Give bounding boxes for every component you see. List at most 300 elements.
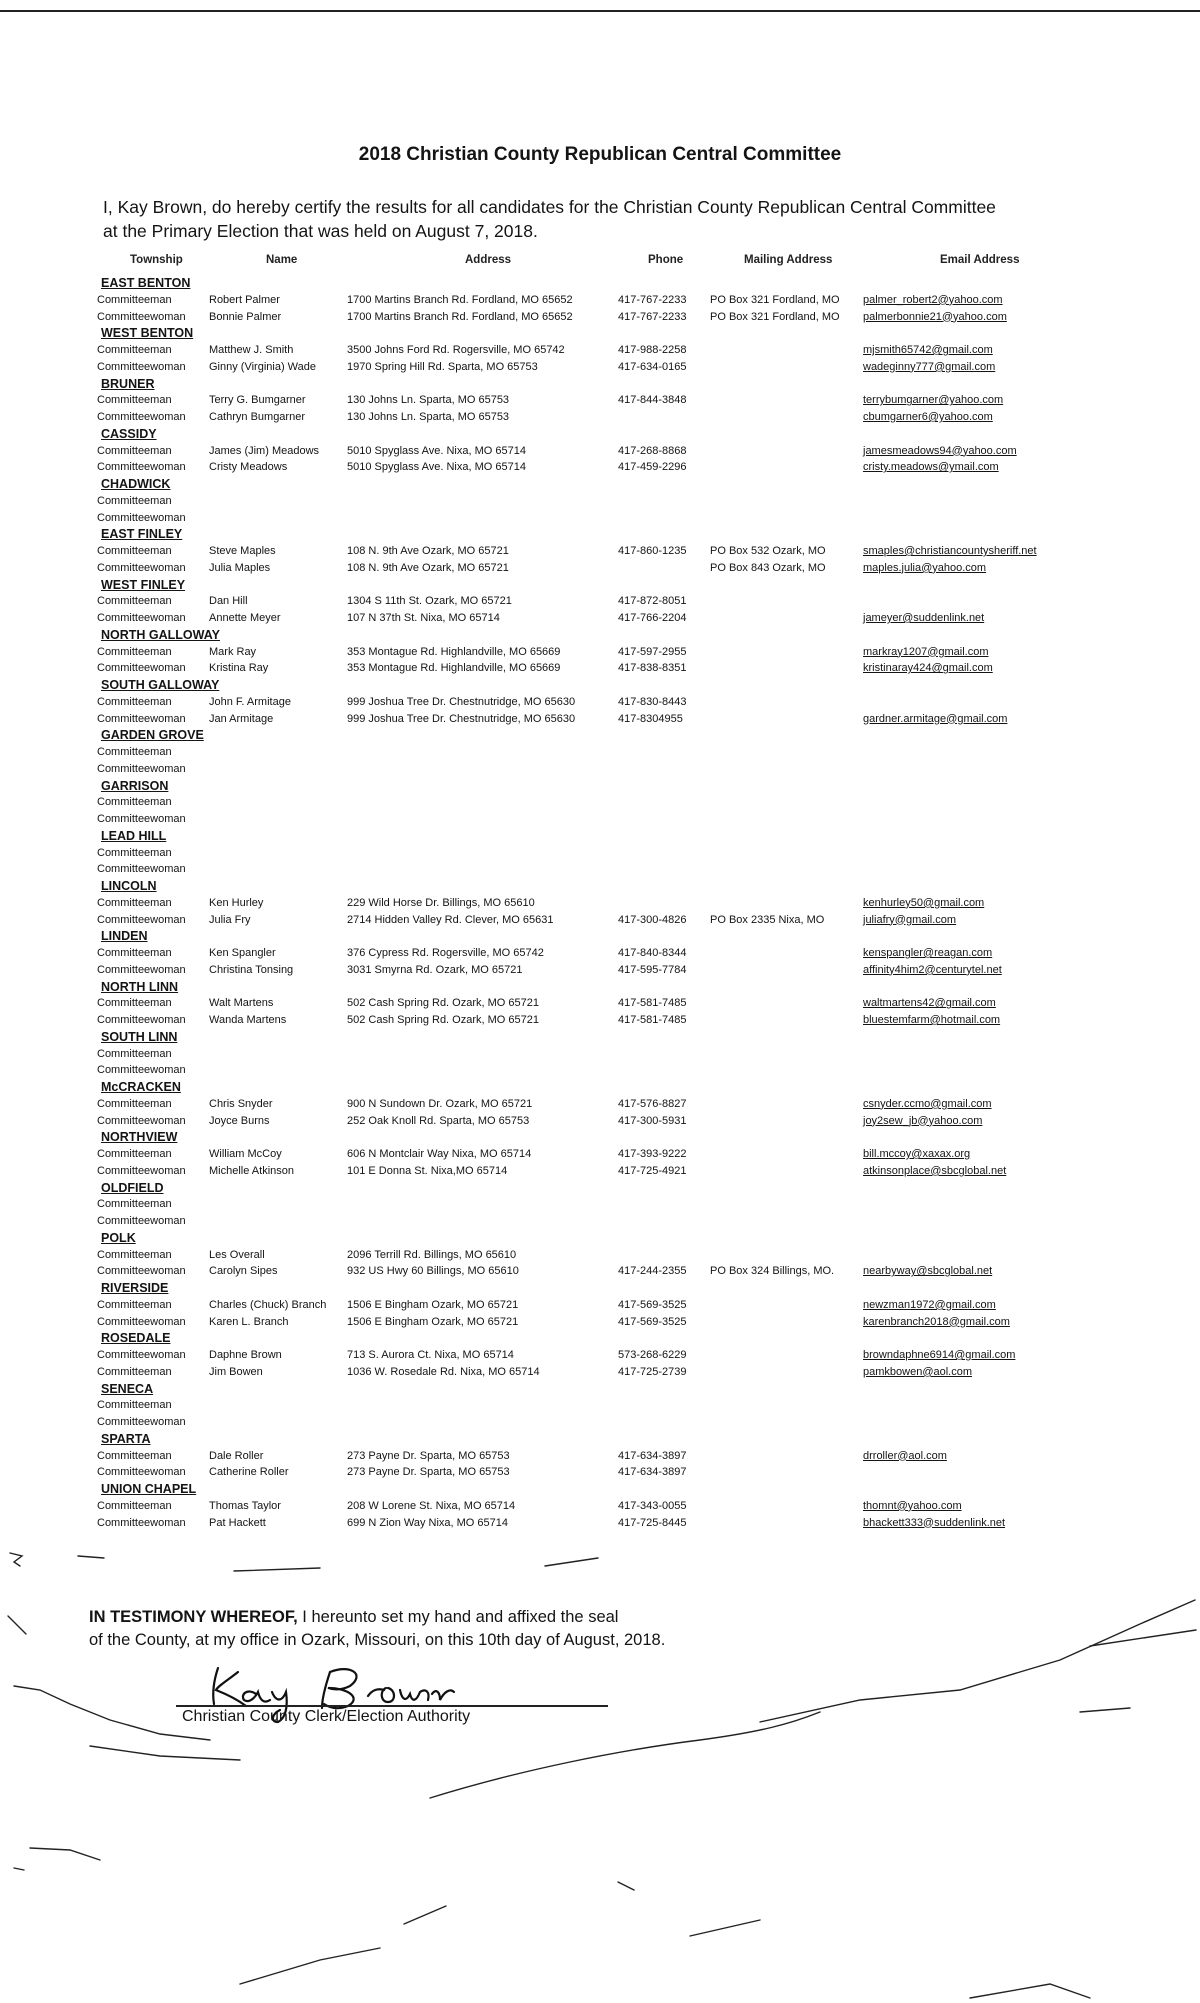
member-phone: 417-725-8445 bbox=[618, 1516, 687, 1529]
member-address: 108 N. 9th Ave Ozark, MO 65721 bbox=[347, 545, 509, 557]
member-role: Committeewoman bbox=[97, 1349, 186, 1361]
member-row bbox=[0, 593, 1200, 610]
member-name: Steve Maples bbox=[209, 545, 276, 557]
column-header-phone: Phone bbox=[648, 254, 684, 266]
member-email: cbumgarner6@yahoo.com bbox=[863, 411, 993, 423]
member-name: Michelle Atkinson bbox=[209, 1164, 294, 1177]
member-address: 932 US Hwy 60 Billings, MO 65610 bbox=[347, 1265, 519, 1278]
township-name: SOUTH GALLOWAY bbox=[101, 678, 220, 692]
township-heading bbox=[0, 828, 1200, 845]
member-row bbox=[0, 1498, 1200, 1515]
member-row bbox=[0, 543, 1200, 560]
column-header-name: Name bbox=[266, 254, 298, 266]
member-row bbox=[0, 861, 1200, 878]
member-name: John F. Armitage bbox=[209, 695, 291, 708]
member-email: maples.julia@yahoo.com bbox=[863, 561, 987, 574]
member-role: Committeeman bbox=[97, 1499, 172, 1512]
township-heading bbox=[0, 979, 1200, 996]
member-email: jamesmeadows94@yahoo.com bbox=[863, 444, 1017, 457]
member-role: Committeewoman bbox=[97, 813, 186, 825]
member-phone: 417-767-2233 bbox=[618, 310, 687, 323]
member-phone: 417-872-8051 bbox=[618, 595, 687, 608]
member-name: Pat Hackett bbox=[209, 1516, 266, 1529]
township-name: UNION CHAPEL bbox=[101, 1482, 197, 1496]
member-name: Chris Snyder bbox=[209, 1097, 273, 1110]
testimony-line-1-rest: I hereunto set my hand and affixed the seal bbox=[297, 1608, 619, 1626]
member-role: Committeeman bbox=[97, 1248, 172, 1261]
member-row bbox=[0, 493, 1200, 510]
township-name: WEST BENTON bbox=[101, 326, 194, 341]
member-role: Committeewoman bbox=[97, 461, 186, 474]
member-row bbox=[0, 1397, 1200, 1414]
member-email: mjsmith65742@gmail.com bbox=[863, 344, 993, 356]
member-phone: 417-343-0055 bbox=[618, 1499, 687, 1512]
member-role: Committeeman bbox=[97, 1298, 172, 1311]
column-header-township: Township bbox=[130, 254, 183, 266]
member-name: Julia Fry bbox=[209, 913, 251, 926]
township-heading bbox=[0, 778, 1200, 795]
certification-intro bbox=[103, 195, 1063, 243]
member-role: Committeeman bbox=[97, 1399, 172, 1412]
member-address: 1506 E Bingham Ozark, MO 65721 bbox=[347, 1315, 519, 1328]
member-email: affinity4him2@centurytel.net bbox=[863, 963, 1002, 976]
township-heading bbox=[0, 577, 1200, 594]
testimony-lead: IN TESTIMONY WHEREOF, bbox=[89, 1608, 298, 1626]
signature-title: Christian County Clerk/Election Authority bbox=[182, 1708, 471, 1725]
member-name: Kristina Ray bbox=[209, 662, 269, 675]
member-name: Julia Maples bbox=[209, 561, 271, 574]
member-address: 606 N Montclair Way Nixa, MO 65714 bbox=[347, 1148, 532, 1160]
member-mailing-address: PO Box 324 Billings, MO. bbox=[710, 1265, 835, 1278]
member-phone: 417-840-8344 bbox=[618, 947, 687, 959]
member-name: Bonnie Palmer bbox=[209, 310, 282, 323]
member-email: bill.mccoy@xaxax.org bbox=[863, 1148, 971, 1160]
member-email: bhackett333@suddenlink.net bbox=[863, 1516, 1006, 1529]
member-role: Committeewoman bbox=[97, 310, 186, 323]
member-address: 2714 Hidden Valley Rd. Clever, MO 65631 bbox=[347, 913, 554, 926]
member-row bbox=[0, 711, 1200, 728]
township-name: GARRISON bbox=[101, 778, 169, 793]
township-name: SOUTH LINN bbox=[101, 1029, 178, 1044]
member-row bbox=[0, 309, 1200, 326]
township-name: LINCOLN bbox=[101, 879, 157, 893]
member-row bbox=[0, 744, 1200, 761]
member-email: wadeginny777@gmail.com bbox=[863, 360, 996, 373]
member-role: Committeewoman bbox=[97, 1164, 186, 1177]
member-role: Committeewoman bbox=[97, 360, 186, 373]
township-name: WEST FINLEY bbox=[101, 577, 186, 592]
township-name: CHADWICK bbox=[101, 477, 171, 491]
member-name: Les Overall bbox=[209, 1248, 265, 1261]
member-address: 713 S. Aurora Ct. Nixa, MO 65714 bbox=[347, 1349, 514, 1361]
member-row bbox=[0, 1414, 1200, 1431]
member-row bbox=[0, 342, 1200, 359]
member-phone: 417-595-7784 bbox=[618, 963, 687, 976]
member-row bbox=[0, 1314, 1200, 1331]
member-phone: 417-634-0165 bbox=[618, 360, 687, 373]
township-name: SPARTA bbox=[101, 1431, 151, 1446]
member-role: Committeeman bbox=[97, 344, 172, 356]
member-email: waltmartens42@gmail.com bbox=[863, 997, 996, 1010]
member-row bbox=[0, 359, 1200, 376]
member-email: browndaphne6914@gmail.com bbox=[863, 1349, 1016, 1361]
member-name: Carolyn Sipes bbox=[209, 1265, 278, 1278]
member-role: Committeeman bbox=[97, 494, 172, 507]
member-email: palmer_robert2@yahoo.com bbox=[863, 293, 1003, 306]
member-address: 353 Montague Rd. Highlandville, MO 65669 bbox=[347, 662, 561, 675]
member-name: Matthew J. Smith bbox=[209, 344, 294, 356]
member-name: Jan Armitage bbox=[209, 712, 274, 725]
member-role: Committeewoman bbox=[97, 1064, 186, 1077]
member-role: Committeewoman bbox=[97, 662, 186, 675]
member-address: 1700 Martins Branch Rd. Fordland, MO 65652 bbox=[347, 310, 573, 323]
member-email: smaples@christiancountysheriff.net bbox=[863, 545, 1037, 557]
member-address: 130 Johns Ln. Sparta, MO 65753 bbox=[347, 411, 510, 423]
member-address: 900 N Sundown Dr. Ozark, MO 65721 bbox=[347, 1097, 533, 1110]
member-address: 3031 Smyrna Rd. Ozark, MO 65721 bbox=[347, 963, 523, 976]
township-heading bbox=[0, 1381, 1200, 1398]
member-name: Cristy Meadows bbox=[209, 461, 288, 474]
township-name: NORTH LINN bbox=[101, 979, 179, 994]
member-email: karenbranch2018@gmail.com bbox=[863, 1315, 1010, 1328]
member-row bbox=[0, 1213, 1200, 1230]
testimony-line-2: of the County, at my office in Ozark, Missouri, on this 10th day of August, 2018. bbox=[89, 1631, 666, 1649]
township-name: NORTH GALLOWAY bbox=[101, 627, 220, 642]
member-name: Catherine Roller bbox=[209, 1466, 289, 1479]
member-role: Committeeman bbox=[97, 997, 172, 1010]
member-email: csnyder.ccmo@gmail.com bbox=[863, 1097, 992, 1110]
member-phone: 417-244-2355 bbox=[618, 1265, 687, 1278]
member-row bbox=[0, 1113, 1200, 1130]
member-address: 1700 Martins Branch Rd. Fordland, MO 65652 bbox=[347, 293, 573, 306]
member-row bbox=[0, 1247, 1200, 1264]
member-email: kenhurley50@gmail.com bbox=[863, 896, 985, 909]
member-phone: 573-268-6229 bbox=[618, 1349, 687, 1361]
testimony-line-1 bbox=[89, 1606, 989, 1629]
member-address: 502 Cash Spring Rd. Ozark, MO 65721 bbox=[347, 1014, 539, 1026]
intro-line-2: at the Primary Election that was held on August 7, 2018. bbox=[103, 221, 538, 241]
signature-line bbox=[176, 1705, 608, 1707]
member-name: Robert Palmer bbox=[209, 293, 280, 306]
member-email: joy2sew_jb@yahoo.com bbox=[863, 1114, 983, 1127]
township-heading bbox=[0, 526, 1200, 543]
township-name: RIVERSIDE bbox=[101, 1281, 169, 1295]
member-role: Committeewoman bbox=[97, 1265, 186, 1278]
member-address: 1036 W. Rosedale Rd. Nixa, MO 65714 bbox=[347, 1365, 540, 1378]
member-address: 1506 E Bingham Ozark, MO 65721 bbox=[347, 1298, 519, 1311]
member-row bbox=[0, 644, 1200, 661]
member-address: 353 Montague Rd. Highlandville, MO 65669 bbox=[347, 645, 561, 658]
member-name: Dale Roller bbox=[209, 1449, 264, 1462]
member-address: 2096 Terrill Rd. Billings, MO 65610 bbox=[347, 1248, 517, 1261]
member-role: Committeewoman bbox=[97, 1315, 186, 1328]
member-row bbox=[0, 1046, 1200, 1063]
member-phone: 417-844-3848 bbox=[618, 394, 687, 407]
member-role: Committeewoman bbox=[97, 863, 186, 876]
member-row bbox=[0, 1096, 1200, 1113]
township-heading bbox=[0, 1280, 1200, 1297]
township-name: LEAD HILL bbox=[101, 828, 167, 843]
member-role: Committeeman bbox=[97, 444, 172, 457]
member-email: thomnt@yahoo.com bbox=[863, 1499, 962, 1512]
member-row bbox=[0, 660, 1200, 677]
member-name: Ken Spangler bbox=[209, 947, 276, 959]
member-email: jameyer@suddenlink.net bbox=[863, 612, 985, 624]
member-email: markray1207@gmail.com bbox=[863, 645, 989, 658]
member-address: 999 Joshua Tree Dr. Chestnutridge, MO 65630 bbox=[347, 695, 576, 708]
member-phone: 417-581-7485 bbox=[618, 1014, 687, 1026]
member-role: Committeewoman bbox=[97, 762, 186, 775]
member-row bbox=[0, 459, 1200, 476]
member-address: 108 N. 9th Ave Ozark, MO 65721 bbox=[347, 561, 509, 574]
member-phone: 417-725-4921 bbox=[618, 1164, 687, 1177]
page-title: 2018 Christian County Republican Central Committee bbox=[358, 144, 842, 165]
member-row bbox=[0, 1364, 1200, 1381]
member-role: Committeeman bbox=[97, 846, 172, 859]
member-mailing-address: PO Box 532 Ozark, MO bbox=[710, 545, 826, 557]
member-name: Terry G. Bumgarner bbox=[209, 394, 306, 407]
member-phone: 417-8304955 bbox=[618, 712, 683, 725]
member-row bbox=[0, 1297, 1200, 1314]
member-address: 502 Cash Spring Rd. Ozark, MO 65721 bbox=[347, 997, 539, 1010]
member-name: Annette Meyer bbox=[209, 612, 281, 624]
member-role: Committeeman bbox=[97, 1365, 172, 1378]
township-name: GARDEN GROVE bbox=[101, 728, 204, 743]
member-address: 1970 Spring Hill Rd. Sparta, MO 65753 bbox=[347, 360, 538, 373]
member-name: Charles (Chuck) Branch bbox=[209, 1298, 327, 1311]
township-name: POLK bbox=[101, 1230, 136, 1245]
member-role: Committeewoman bbox=[97, 712, 186, 725]
member-row bbox=[0, 945, 1200, 962]
member-phone: 417-393-9222 bbox=[618, 1148, 687, 1160]
member-role: Committeewoman bbox=[97, 411, 186, 423]
member-phone: 417-838-8351 bbox=[618, 662, 687, 675]
member-mailing-address: PO Box 843 Ozark, MO bbox=[710, 561, 826, 574]
member-name: Christina Tonsing bbox=[209, 963, 294, 976]
page-top-border bbox=[0, 10, 1200, 12]
member-email: nearbyway@sbcglobal.net bbox=[863, 1265, 993, 1278]
member-address: 699 N Zion Way Nixa, MO 65714 bbox=[347, 1516, 508, 1529]
township-name: NORTHVIEW bbox=[101, 1130, 178, 1145]
member-mailing-address: PO Box 321 Fordland, MO bbox=[710, 293, 840, 306]
member-role: Committeewoman bbox=[97, 963, 186, 976]
member-email: gardner.armitage@gmail.com bbox=[863, 712, 1008, 725]
member-address: 229 Wild Horse Dr. Billings, MO 65610 bbox=[347, 896, 535, 909]
member-phone: 417-634-3897 bbox=[618, 1466, 687, 1479]
member-email: drroller@aol.com bbox=[863, 1449, 947, 1462]
member-name: Dan Hill bbox=[209, 595, 248, 608]
member-role: Committeeman bbox=[97, 545, 172, 557]
member-name: William McCoy bbox=[209, 1148, 282, 1160]
member-role: Committeeman bbox=[97, 796, 172, 809]
member-phone: 417-988-2258 bbox=[618, 344, 687, 356]
member-name: Daphne Brown bbox=[209, 1349, 282, 1361]
member-name: Wanda Martens bbox=[209, 1014, 287, 1026]
member-name: Cathryn Bumgarner bbox=[209, 411, 305, 423]
member-row bbox=[0, 560, 1200, 577]
member-email: atkinsonplace@sbcglobal.net bbox=[863, 1164, 1007, 1177]
member-phone: 417-767-2233 bbox=[618, 293, 687, 306]
member-mailing-address: PO Box 321 Fordland, MO bbox=[710, 310, 840, 323]
member-address: 5010 Spyglass Ave. Nixa, MO 65714 bbox=[347, 444, 526, 457]
member-address: 3500 Johns Ford Rd. Rogersville, MO 65742 bbox=[347, 344, 565, 356]
member-name: Ken Hurley bbox=[209, 896, 264, 909]
township-heading bbox=[0, 1431, 1200, 1448]
township-heading bbox=[0, 1230, 1200, 1247]
township-heading bbox=[0, 325, 1200, 342]
member-phone: 417-576-8827 bbox=[618, 1097, 687, 1110]
township-heading bbox=[0, 426, 1200, 443]
member-email: newzman1972@gmail.com bbox=[863, 1298, 996, 1311]
member-role: Committeeman bbox=[97, 1047, 172, 1060]
township-heading bbox=[0, 1079, 1200, 1096]
member-row bbox=[0, 1515, 1200, 1532]
township-heading bbox=[0, 1481, 1200, 1498]
township-name: EAST BENTON bbox=[101, 276, 191, 290]
member-role: Committeeman bbox=[97, 595, 172, 608]
member-name: Mark Ray bbox=[209, 645, 257, 658]
member-row bbox=[0, 1263, 1200, 1280]
member-row bbox=[0, 794, 1200, 811]
member-role: Committeeman bbox=[97, 695, 172, 708]
member-role: Committeeman bbox=[97, 293, 172, 306]
member-role: Committeewoman bbox=[97, 1416, 186, 1428]
member-role: Committeewoman bbox=[97, 913, 186, 926]
member-phone: 417-634-3897 bbox=[618, 1449, 687, 1462]
township-name: ROSEDALE bbox=[101, 1331, 171, 1346]
column-header-mailing-address: Mailing Address bbox=[744, 254, 833, 266]
member-phone: 417-766-2204 bbox=[618, 612, 687, 624]
member-phone: 417-459-2296 bbox=[618, 461, 687, 474]
township-heading bbox=[0, 1129, 1200, 1146]
member-row bbox=[0, 1062, 1200, 1079]
member-address: 5010 Spyglass Ave. Nixa, MO 65714 bbox=[347, 461, 526, 474]
column-header-address: Address bbox=[465, 254, 512, 266]
township-name: CASSIDY bbox=[101, 426, 157, 441]
member-row bbox=[0, 510, 1200, 527]
column-header-email-address: Email Address bbox=[940, 254, 1020, 266]
township-heading bbox=[0, 376, 1200, 393]
township-heading bbox=[0, 727, 1200, 744]
member-row bbox=[0, 392, 1200, 409]
member-role: Committeeman bbox=[97, 1449, 172, 1462]
member-email: juliafry@gmail.com bbox=[863, 913, 957, 926]
member-row bbox=[0, 610, 1200, 627]
member-row bbox=[0, 895, 1200, 912]
member-row bbox=[0, 409, 1200, 426]
member-email: palmerbonnie21@yahoo.com bbox=[863, 310, 1007, 323]
member-role: Committeeman bbox=[97, 645, 172, 658]
member-row bbox=[0, 1196, 1200, 1213]
member-address: 101 E Donna St. Nixa,MO 65714 bbox=[347, 1164, 508, 1177]
member-row bbox=[0, 811, 1200, 828]
member-phone: 417-300-5931 bbox=[618, 1114, 687, 1127]
member-role: Committeeman bbox=[97, 1148, 172, 1160]
member-name: Karen L. Branch bbox=[209, 1315, 289, 1328]
member-email: cristy.meadows@ymail.com bbox=[863, 461, 999, 474]
member-role: Committeewoman bbox=[97, 1114, 186, 1127]
member-name: Thomas Taylor bbox=[209, 1499, 281, 1512]
member-row bbox=[0, 1012, 1200, 1029]
member-phone: 417-300-4826 bbox=[618, 913, 687, 926]
township-name: OLDFIELD bbox=[101, 1180, 164, 1195]
township-heading bbox=[0, 476, 1200, 493]
member-row bbox=[0, 1146, 1200, 1163]
member-address: 273 Payne Dr. Sparta, MO 65753 bbox=[347, 1449, 510, 1462]
township-heading bbox=[0, 1330, 1200, 1347]
intro-line-1: I, Kay Brown, do hereby certify the results for all candidates for the Christian County Republican Central Committee bbox=[103, 197, 996, 217]
member-role: Committeewoman bbox=[97, 1014, 186, 1026]
township-heading bbox=[0, 1029, 1200, 1046]
member-phone: 417-830-8443 bbox=[618, 695, 687, 708]
member-role: Committeewoman bbox=[97, 561, 186, 574]
member-row bbox=[0, 443, 1200, 460]
member-phone: 417-860-1235 bbox=[618, 545, 687, 557]
township-heading bbox=[0, 878, 1200, 895]
member-phone: 417-569-3525 bbox=[618, 1315, 687, 1328]
member-role: Committeeman bbox=[97, 896, 172, 909]
member-row bbox=[0, 962, 1200, 979]
member-row bbox=[0, 1347, 1200, 1364]
member-name: Joyce Burns bbox=[209, 1114, 270, 1127]
township-name: LINDEN bbox=[101, 929, 148, 944]
member-row bbox=[0, 1464, 1200, 1481]
committee-roster bbox=[0, 275, 1200, 1531]
member-email: pamkbowen@aol.com bbox=[863, 1365, 972, 1378]
member-phone: 417-569-3525 bbox=[618, 1298, 687, 1311]
member-address: 208 W Lorene St. Nixa, MO 65714 bbox=[347, 1499, 516, 1512]
member-mailing-address: PO Box 2335 Nixa, MO bbox=[710, 913, 825, 926]
member-email: terrybumgarner@yahoo.com bbox=[863, 394, 1004, 407]
township-heading bbox=[0, 928, 1200, 945]
member-row bbox=[0, 845, 1200, 862]
township-heading bbox=[0, 627, 1200, 644]
township-name: McCRACKEN bbox=[101, 1080, 181, 1094]
member-name: Walt Martens bbox=[209, 997, 274, 1010]
testimony-statement bbox=[89, 1606, 989, 1652]
township-heading bbox=[0, 677, 1200, 694]
member-name: Jim Bowen bbox=[209, 1365, 263, 1378]
township-name: EAST FINLEY bbox=[101, 527, 183, 542]
township-name: BRUNER bbox=[101, 376, 155, 391]
member-role: Committeewoman bbox=[97, 612, 186, 624]
member-role: Committeeman bbox=[97, 947, 172, 959]
member-row bbox=[0, 1448, 1200, 1465]
member-email: kenspangler@reagan.com bbox=[863, 947, 993, 959]
member-address: 130 Johns Ln. Sparta, MO 65753 bbox=[347, 394, 510, 407]
member-phone: 417-268-8868 bbox=[618, 444, 687, 457]
member-row bbox=[0, 761, 1200, 778]
member-role: Committeewoman bbox=[97, 1516, 186, 1529]
township-heading bbox=[0, 275, 1200, 292]
member-name: Ginny (Virginia) Wade bbox=[209, 360, 316, 373]
member-role: Committeeman bbox=[97, 746, 172, 758]
member-email: kristinaray424@gmail.com bbox=[863, 662, 993, 675]
member-role: Committeewoman bbox=[97, 511, 186, 524]
member-address: 252 Oak Knoll Rd. Sparta, MO 65753 bbox=[347, 1114, 530, 1127]
member-role: Committeeman bbox=[97, 1198, 172, 1211]
township-name: SENECA bbox=[101, 1381, 154, 1396]
member-email: bluestemfarm@hotmail.com bbox=[863, 1014, 1001, 1026]
member-row bbox=[0, 694, 1200, 711]
member-name: James (Jim) Meadows bbox=[209, 444, 320, 457]
member-phone: 417-725-2739 bbox=[618, 1365, 687, 1378]
member-address: 376 Cypress Rd. Rogersville, MO 65742 bbox=[347, 947, 544, 959]
member-role: Committeeman bbox=[97, 394, 172, 407]
member-address: 273 Payne Dr. Sparta, MO 65753 bbox=[347, 1466, 510, 1479]
member-role: Committeewoman bbox=[97, 1466, 186, 1479]
member-address: 107 N 37th St. Nixa, MO 65714 bbox=[347, 612, 500, 624]
